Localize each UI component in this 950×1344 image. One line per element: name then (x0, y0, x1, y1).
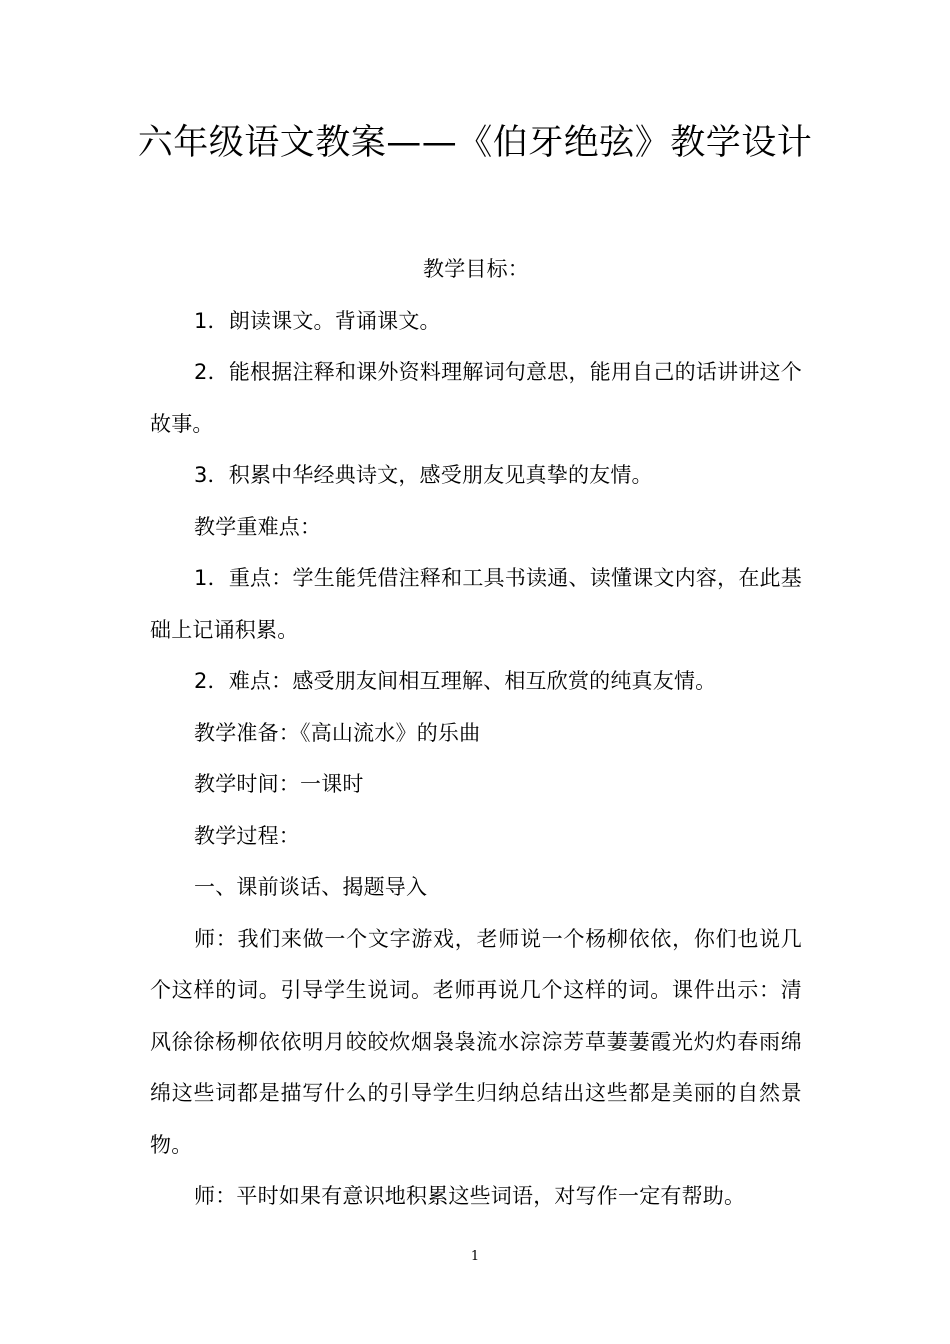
paragraph-goal-3: 3．积累中华经典诗文，感受朋友见真挚的友情。 (194, 463, 653, 487)
paragraph-teacher-1: 师：我们来做一个文字游戏，老师说一个杨柳依依，你们也说几个这样的词。引导学生说词。老师再说几个这样的词。课件出示：清风徐徐杨柳依依明月皎皎炊烟袅袅流水淙淙芳草萋萋霞光灼灼春雨绵绵这些词都是描写什么的引导学生归纳总结出这些都是美丽的自然景物。 (150, 926, 802, 1157)
page-number: 1 (470, 1249, 480, 1264)
paragraph-goal-1: 1．朗读课文。背诵课文。 (194, 308, 441, 333)
document-title: 六年级语文教案——《伯牙绝弦》教学设计 (137, 123, 813, 163)
paragraph-step-1-heading: 一、课前谈话、揭题导入 (194, 875, 428, 899)
paragraph-key-point-1: 1．重点：学生能凭借注释和工具书读通、读懂课文内容，在此基础上记诵积累。 (150, 566, 802, 642)
paragraph-time: 教学时间：一课时 (194, 772, 364, 796)
document-body (150, 244, 802, 1223)
section-heading-teaching-goals: 教学目标： (423, 257, 529, 281)
section-heading-process: 教学过程： (194, 823, 300, 848)
paragraph-goal-2: 2．能根据注释和课外资料理解词句意思，能用自己的话讲讲这个故事。 (150, 360, 802, 436)
paragraph-key-point-2: 2．难点：感受朋友间相互理解、相互欣赏的纯真友情。 (194, 669, 717, 693)
section-heading-key-points: 教学重难点： (194, 514, 322, 539)
paragraph-teacher-2: 师：平时如果有意识地积累这些词语，对写作一定有帮助。 (194, 1184, 746, 1208)
paragraph-preparation: 教学准备：《高山流水》的乐曲 (194, 720, 481, 745)
